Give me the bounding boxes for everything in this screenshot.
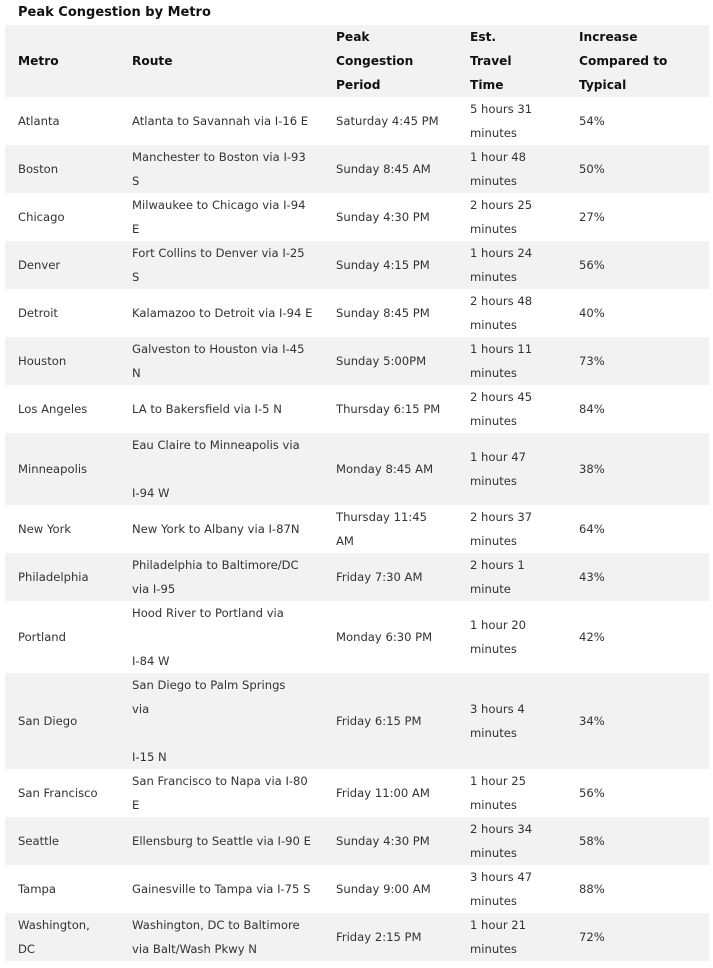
cell-travel-time: 1 hours 11 minutes (470, 342, 533, 380)
cell-increase: 34% (579, 714, 605, 728)
cell-metro: San Diego (18, 714, 78, 728)
header-row (5, 25, 709, 97)
table-row (5, 385, 709, 433)
cell-peak-period: Friday 11:00 AM (336, 786, 430, 800)
cell-route: Gainesville to Tampa via I-75 S (132, 882, 311, 896)
cell-travel-time: 1 hour 25 minutes (470, 774, 527, 812)
table-row (5, 433, 709, 505)
cell-travel-time: 3 hours 47 minutes (470, 870, 533, 908)
cell-increase: 38% (579, 462, 605, 476)
header-metro: Metro (5, 25, 119, 97)
table-row (5, 337, 709, 385)
cell-line: I-84 W (132, 654, 170, 668)
header-travel-time: Est. Travel Time (457, 25, 566, 97)
cell-route: San Francisco to Napa via I-80 E (132, 774, 308, 812)
cell-route: Ellensburg to Seattle via I-90 E (132, 834, 311, 848)
header-peak-period: Peak Congestion Period (323, 25, 457, 97)
table-row (5, 601, 709, 673)
cell-metro: Tampa (18, 882, 57, 896)
cell-increase: 72% (579, 930, 605, 944)
cell-travel-time: 1 hour 47 minutes (470, 450, 527, 488)
cell-metro: Washington, DC (18, 918, 90, 956)
cell-peak-period: Sunday 5:00PM (336, 354, 427, 368)
cell-increase: 56% (579, 258, 605, 272)
cell-route (119, 673, 323, 769)
cell-peak-period: Monday 8:45 AM (336, 462, 434, 476)
congestion-table (5, 25, 709, 961)
cell-line (132, 721, 313, 745)
cell-increase: 54% (579, 114, 605, 128)
cell-route: Fort Collins to Denver via I-25 S (132, 246, 305, 284)
table-row (5, 145, 709, 193)
cell-route: New York to Albany via I-87N (132, 522, 300, 536)
cell-route: LA to Bakersfield via I-5 N (132, 402, 282, 416)
cell-metro: Atlanta (18, 114, 60, 128)
cell-travel-time: 1 hour 21 minutes (470, 918, 527, 956)
cell-peak-period: Sunday 8:45 PM (336, 306, 430, 320)
cell-line (132, 625, 313, 649)
cell-travel-time: 2 hours 25 minutes (470, 198, 533, 236)
cell-peak-period: Sunday 4:30 PM (336, 210, 430, 224)
cell-route: Philadelphia to Baltimore/DC via I-95 (132, 558, 299, 596)
cell-increase: 27% (579, 210, 605, 224)
cell-metro: Los Angeles (18, 402, 88, 416)
cell-metro: Seattle (18, 834, 60, 848)
cell-metro: New York (18, 522, 72, 536)
cell-metro: Houston (18, 354, 67, 368)
cell-peak-period: Friday 6:15 PM (336, 714, 422, 728)
table-header (5, 25, 709, 97)
cell-route: Manchester to Boston via I-93 S (132, 150, 306, 188)
table-row (5, 289, 709, 337)
cell-peak-period: Sunday 9:00 AM (336, 882, 431, 896)
cell-increase: 50% (579, 162, 605, 176)
table-row (5, 241, 709, 289)
table-row (5, 97, 709, 145)
cell-metro: Chicago (18, 210, 65, 224)
cell-peak-period: Sunday 4:15 PM (336, 258, 430, 272)
cell-increase: 64% (579, 522, 605, 536)
cell-peak-period: Monday 6:30 PM (336, 630, 433, 644)
cell-increase: 84% (579, 402, 605, 416)
cell-travel-time: 1 hours 24 minutes (470, 246, 533, 284)
cell-increase: 43% (579, 570, 605, 584)
table-row (5, 913, 709, 961)
cell-travel-time: 2 hours 37 minutes (470, 510, 533, 548)
table-row (5, 673, 709, 769)
cell-travel-time: 5 hours 31 minutes (470, 102, 533, 140)
cell-peak-period: Sunday 8:45 AM (336, 162, 431, 176)
cell-line (132, 457, 313, 481)
cell-peak-period: Friday 2:15 PM (336, 930, 422, 944)
cell-metro: Denver (18, 258, 61, 272)
table-row (5, 817, 709, 865)
header-route: Route (119, 25, 323, 97)
cell-line: I-15 N (132, 750, 167, 764)
cell-travel-time: 2 hours 1 minute (470, 558, 525, 596)
table-row (5, 769, 709, 817)
cell-travel-time: 2 hours 45 minutes (470, 390, 533, 428)
cell-route (119, 433, 323, 505)
cell-increase: 40% (579, 306, 605, 320)
cell-peak-period: Thursday 11:45 AM (336, 510, 428, 548)
cell-line: via (132, 702, 150, 716)
table-row (5, 193, 709, 241)
cell-route: Milwaukee to Chicago via I-94 E (132, 198, 306, 236)
cell-metro: Philadelphia (18, 570, 89, 584)
cell-increase: 88% (579, 882, 605, 896)
cell-travel-time: 2 hours 34 minutes (470, 822, 533, 860)
cell-metro: Detroit (18, 306, 58, 320)
cell-increase: 58% (579, 834, 605, 848)
table-body (5, 97, 709, 961)
cell-line: I-94 W (132, 486, 170, 500)
cell-peak-period: Friday 7:30 AM (336, 570, 423, 584)
cell-route (119, 601, 323, 673)
table-row (5, 553, 709, 601)
cell-travel-time: 2 hours 48 minutes (470, 294, 533, 332)
cell-travel-time: 3 hours 4 minutes (470, 702, 525, 740)
cell-metro: Boston (18, 162, 59, 176)
cell-line: Eau Claire to Minneapolis via (132, 438, 300, 452)
cell-travel-time: 1 hour 20 minutes (470, 618, 527, 656)
table-row (5, 865, 709, 913)
cell-increase: 56% (579, 786, 605, 800)
table-title: Peak Congestion by Metro (18, 5, 211, 20)
cell-travel-time: 1 hour 48 minutes (470, 150, 527, 188)
cell-metro: Minneapolis (18, 462, 88, 476)
cell-route: Washington, DC to Baltimore via Balt/Wash Pkwy N (132, 918, 300, 956)
cell-line: Hood River to Portland via (132, 606, 284, 620)
table-row (5, 505, 709, 553)
cell-increase: 42% (579, 630, 605, 644)
cell-metro: San Francisco (18, 786, 98, 800)
cell-route: Galveston to Houston via I-45 N (132, 342, 305, 380)
cell-line: San Diego to Palm Springs (132, 678, 286, 692)
cell-increase: 73% (579, 354, 605, 368)
cell-peak-period: Thursday 6:15 PM (336, 402, 441, 416)
cell-peak-period: Saturday 4:45 PM (336, 114, 439, 128)
cell-peak-period: Sunday 4:30 PM (336, 834, 430, 848)
cell-route: Atlanta to Savannah via I-16 E (132, 114, 309, 128)
header-increase: Increase Compared to Typical (566, 25, 709, 97)
cell-metro: Portland (18, 630, 67, 644)
cell-route: Kalamazoo to Detroit via I-94 E (132, 306, 313, 320)
